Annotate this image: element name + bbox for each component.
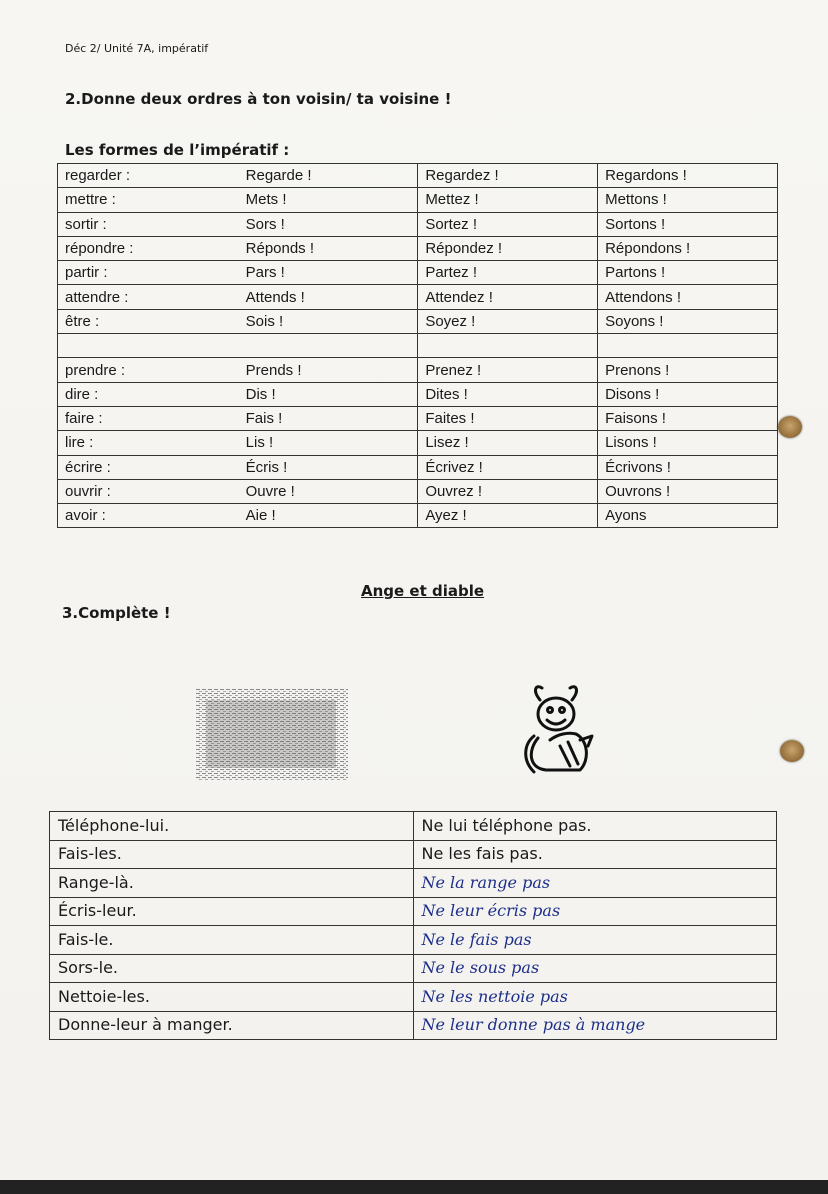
negative-command: Ne les nettoie pas	[413, 983, 777, 1012]
form-tu: Attends !	[239, 285, 418, 309]
table-row	[58, 358, 778, 382]
table-row	[58, 164, 778, 188]
negative-command: Ne leur écris pas	[413, 897, 777, 926]
form-tu: Pars !	[239, 261, 418, 285]
verb-infinitive: regarder :	[58, 164, 239, 188]
form-vous: Attendez !	[418, 285, 598, 309]
negative-command: Ne lui téléphone pas.	[413, 812, 777, 841]
affirmative-command: Fais-les.	[50, 840, 414, 869]
form-vous: Lisez !	[418, 431, 598, 455]
verb-infinitive: partir :	[58, 261, 239, 285]
angel-drawing-blurred	[196, 688, 348, 780]
affirmative-command: Fais-le.	[50, 926, 414, 955]
affirmative-command: Donne-leur à manger.	[50, 1011, 414, 1040]
form-vous: Mettez !	[418, 188, 598, 212]
form-tu: Sors !	[239, 212, 418, 236]
table-row	[58, 382, 778, 406]
table-row	[50, 983, 777, 1012]
affirmative-command: Nettoie-les.	[50, 983, 414, 1012]
verb-infinitive: faire :	[58, 406, 239, 430]
form-tu	[239, 334, 418, 358]
verb-infinitive: dire :	[58, 382, 239, 406]
form-vous: Ouvrez !	[418, 479, 598, 503]
table-row	[58, 309, 778, 333]
negative-command: Ne la range pas	[413, 869, 777, 898]
form-nous: Répondons !	[598, 236, 778, 260]
form-tu: Mets !	[239, 188, 418, 212]
verb-infinitive: répondre :	[58, 236, 239, 260]
form-tu: Regarde !	[239, 164, 418, 188]
negative-command: Ne le fais pas	[413, 926, 777, 955]
table-row	[58, 285, 778, 309]
form-nous: Ayons	[598, 504, 778, 528]
table-row	[50, 1011, 777, 1040]
section-title: Ange et diable	[361, 582, 485, 600]
table-row	[58, 455, 778, 479]
devil-drawing	[510, 680, 600, 780]
form-tu: Sois !	[239, 309, 418, 333]
angel-devil-table	[49, 811, 777, 1040]
table-row	[58, 261, 778, 285]
verb-infinitive: être :	[58, 309, 239, 333]
form-nous: Prenons !	[598, 358, 778, 382]
scan-edge	[0, 1180, 828, 1194]
affirmative-command: Téléphone-lui.	[50, 812, 414, 841]
verb-infinitive: prendre :	[58, 358, 239, 382]
form-nous: Soyons !	[598, 309, 778, 333]
table-row	[58, 431, 778, 455]
table-row	[58, 212, 778, 236]
table-row	[50, 869, 777, 898]
table-row	[58, 504, 778, 528]
table-row	[58, 334, 778, 358]
imperative-table	[57, 163, 778, 528]
form-vous: Dites !	[418, 382, 598, 406]
form-vous: Prenez !	[418, 358, 598, 382]
table-row	[50, 926, 777, 955]
form-nous: Lisons !	[598, 431, 778, 455]
form-tu: Fais !	[239, 406, 418, 430]
form-vous: Regardez !	[418, 164, 598, 188]
table-row	[50, 954, 777, 983]
form-vous: Sortez !	[418, 212, 598, 236]
negative-command: Ne les fais pas.	[413, 840, 777, 869]
affirmative-command: Sors-le.	[50, 954, 414, 983]
form-vous: Soyez !	[418, 309, 598, 333]
form-vous	[418, 334, 598, 358]
affirmative-command: Écris-leur.	[50, 897, 414, 926]
affirmative-command: Range-là.	[50, 869, 414, 898]
punch-hole	[778, 416, 802, 438]
form-vous: Ayez !	[418, 504, 598, 528]
form-vous: Faites !	[418, 406, 598, 430]
form-nous: Attendons !	[598, 285, 778, 309]
table-row	[50, 812, 777, 841]
form-nous: Ouvrons !	[598, 479, 778, 503]
verb-infinitive: sortir :	[58, 212, 239, 236]
form-vous: Écrivez !	[418, 455, 598, 479]
table-row	[50, 840, 777, 869]
table-row	[58, 479, 778, 503]
punch-hole	[780, 740, 804, 762]
form-tu: Aie !	[239, 504, 418, 528]
form-nous: Sortons !	[598, 212, 778, 236]
form-tu: Ouvre !	[239, 479, 418, 503]
table-row	[58, 236, 778, 260]
negative-command: Ne le sous pas	[413, 954, 777, 983]
form-tu: Prends !	[239, 358, 418, 382]
table-row	[58, 188, 778, 212]
form-tu: Écris !	[239, 455, 418, 479]
exercise-3-title: 3.Complète !	[62, 604, 171, 622]
form-vous: Partez !	[418, 261, 598, 285]
verb-infinitive: mettre :	[58, 188, 239, 212]
verb-infinitive: lire :	[58, 431, 239, 455]
form-tu: Lis !	[239, 431, 418, 455]
negative-command: Ne leur donne pas à mange	[413, 1011, 777, 1040]
page-header: Déc 2/ Unité 7A, impératif	[65, 42, 209, 55]
verb-infinitive	[58, 334, 239, 358]
form-nous: Mettons !	[598, 188, 778, 212]
form-tu: Dis !	[239, 382, 418, 406]
form-vous: Répondez !	[418, 236, 598, 260]
verb-infinitive: attendre :	[58, 285, 239, 309]
form-tu: Réponds !	[239, 236, 418, 260]
verb-infinitive: écrire :	[58, 455, 239, 479]
verb-infinitive: avoir :	[58, 504, 239, 528]
form-nous: Écrivons !	[598, 455, 778, 479]
form-nous: Regardons !	[598, 164, 778, 188]
form-nous: Partons !	[598, 261, 778, 285]
imperative-subtitle: Les formes de l’impératif :	[65, 141, 290, 159]
table-row	[50, 897, 777, 926]
table-row	[58, 406, 778, 430]
exercise-2-title: 2.Donne deux ordres à ton voisin/ ta voisine !	[65, 90, 452, 108]
form-nous: Disons !	[598, 382, 778, 406]
verb-infinitive: ouvrir :	[58, 479, 239, 503]
form-nous: Faisons !	[598, 406, 778, 430]
form-nous	[598, 334, 778, 358]
